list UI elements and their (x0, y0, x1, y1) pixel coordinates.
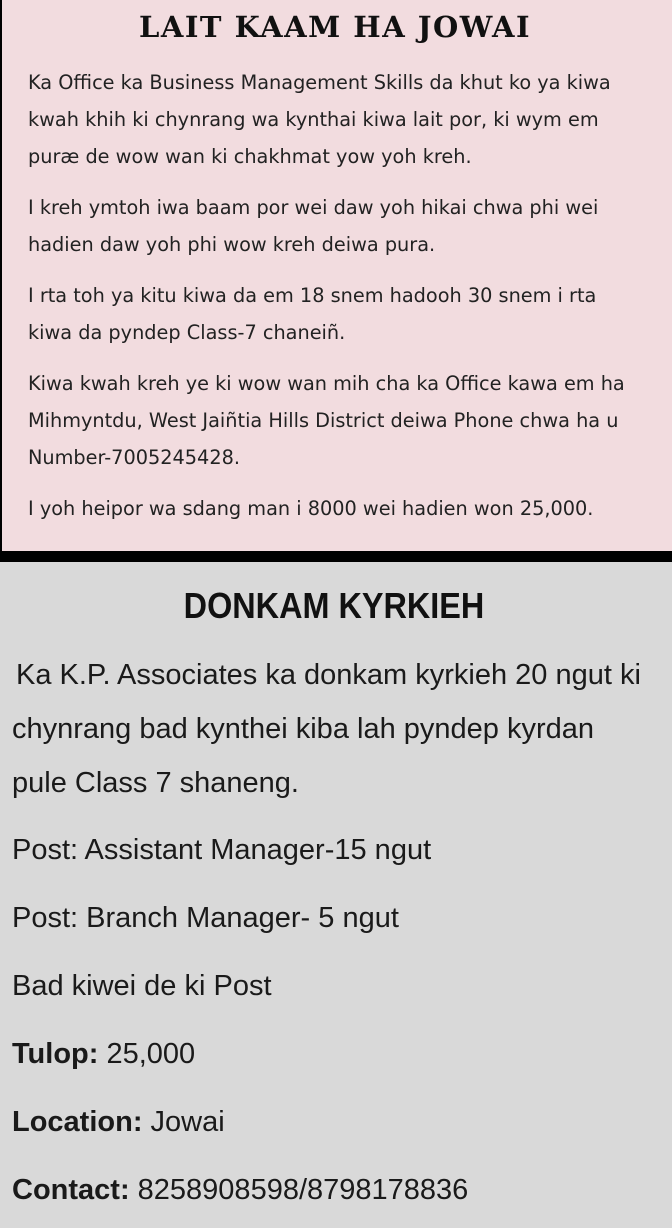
notice-title: LAIT KAAM HA JOWAI (138, 10, 532, 44)
donkam-kyrkieh-notice (0, 562, 672, 1228)
post-assistant-manager: Post: Assistant Manager-15 ngut (12, 834, 432, 866)
notice-paragraph: Kiwa kwah kreh ye ki wow wan mih cha ka Office kawa em ha Mihmyntdu, West Jaiñtia Hills District deiwa Phone chwa ha u Number-7005245428. (28, 372, 625, 469)
location-line (12, 1088, 656, 1156)
notice-paragraph: Ka Office ka Business Management Skills da khut ko ya kiwa kwah khih ki chynrang wa kynthai kiwa lait por, ki wym em puræ de wow wan ki chakhmat yow yoh kreh. (28, 71, 611, 168)
notice-paragraph: I yoh heipor wa sdang man i 8000 wei hadien won 25,000. (28, 497, 594, 520)
contact-label: Contact: (12, 1174, 130, 1206)
location-value: Jowai (142, 1106, 225, 1138)
salary-line (12, 1020, 656, 1088)
contact-value: 8258908598/8798178836 (129, 1174, 469, 1206)
lait-kaam-notice (2, 0, 672, 551)
notice-paragraph: I rta toh ya kitu kiwa da em 18 snem hadooh 30 snem i rta kiwa da pyndep Class-7 chaneiñ. (28, 284, 597, 344)
post-branch-manager: Post: Branch Manager- 5 ngut (12, 902, 399, 934)
notice-paragraph: I kreh ymtoh iwa baam por wei daw yoh hikai chwa phi wei hadien daw yoh phi wow kreh deiwa pura. (28, 196, 599, 256)
notice-title: DONKAM KYRKIEH (183, 585, 485, 626)
notice-intro: Ka K.P. Associates ka donkam kyrkieh 20 ngut ki chynrang bad kynthei kiba lah pyndep kyrdan pule Class 7 shaneng. (12, 659, 641, 799)
contact-line (12, 1156, 656, 1224)
salary-value: 25,000 (98, 1038, 196, 1070)
post-note: Bad kiwei de ki Post (12, 970, 272, 1002)
salary-label: Tulop: (12, 1038, 99, 1070)
location-label: Location: (12, 1106, 143, 1138)
